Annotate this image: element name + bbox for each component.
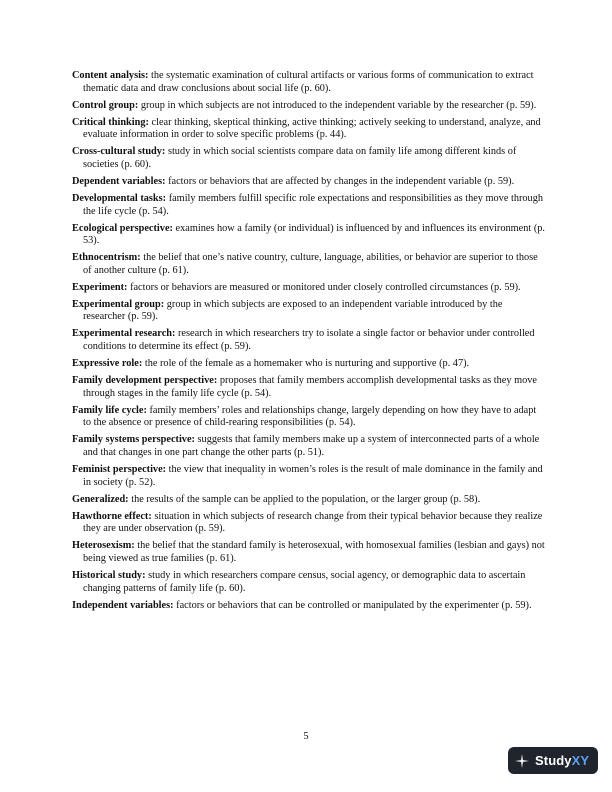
glossary-list: [72, 70, 546, 617]
glossary-term: Experimental group:: [72, 298, 165, 310]
glossary-term: Family systems perspective:: [72, 434, 195, 446]
glossary-definition: study in which researchers compare census, social agency, or demographic data to ascertain changing patterns of family life (p. 60).: [83, 569, 526, 594]
glossary-term: Historical study:: [72, 569, 146, 581]
glossary-entry: [72, 146, 546, 171]
glossary-definition: the belief that the standard family is heterosexual, with homosexual families (lesbian and gays) not being viewed as true families (p. 61).: [83, 540, 545, 564]
glossary-term: Control group:: [72, 99, 139, 111]
glossary-term: Family development perspective:: [72, 375, 218, 387]
glossary-term: Family life cycle:: [72, 404, 147, 416]
glossary-entry: [72, 70, 546, 95]
glossary-term: Developmental tasks:: [72, 192, 167, 204]
glossary-entry: [72, 494, 546, 507]
glossary-term: Experiment:: [72, 281, 128, 293]
glossary-definition: group in which subjects are not introduced to the independent variable by the researcher (p. 59).: [140, 99, 537, 111]
glossary-term: Cross-cultural study:: [72, 146, 166, 158]
studyxy-badge[interactable]: [508, 747, 598, 774]
glossary-term: Content analysis:: [72, 70, 149, 81]
glossary-entry: [72, 282, 546, 295]
glossary-definition: situation in which subjects of research change from their typical behavior because they realize they are under observation (p. 59).: [83, 510, 543, 535]
glossary-entry: [72, 570, 546, 595]
glossary-term: Heterosexism:: [72, 540, 135, 552]
glossary-entry: [72, 117, 546, 142]
plus-sparkle-icon: [514, 753, 530, 769]
page-number: 5: [303, 731, 309, 742]
glossary-entry: [72, 600, 546, 613]
glossary-definition: the view that inequality in women’s roles is the result of male dominance in the family and in society (p. 52).: [83, 464, 543, 488]
glossary-term: Generalized:: [72, 493, 129, 505]
glossary-entry: [72, 328, 546, 353]
glossary-definition: the systematic examination of cultural artifacts or various forms of communication to extract thematic data and draw conclusions about social life (p. 60).: [83, 70, 534, 94]
glossary-entry: [72, 540, 546, 565]
glossary-entry: [72, 176, 546, 189]
glossary-definition: family members’ roles and relationships change, largely depending on how they have to adapt to the absence or presence of child-rearing responsibilities (p. 54).: [83, 404, 537, 429]
glossary-definition: factors or behaviors that are affected by changes in the independent variable (p. 59).: [168, 175, 515, 187]
glossary-definition: suggests that family members make up a system of interconnected parts of a whole and that changes in one part change the other parts (p. 51).: [83, 434, 540, 458]
glossary-definition: research in which researchers try to isolate a single factor or behavior under controlled conditions to determine its effect (p. 59).: [83, 328, 535, 353]
glossary-definition: examines how a family (or individual) is influenced by and influences its environment (p. 53).: [83, 222, 545, 247]
glossary-definition: clear thinking, skeptical thinking, active thinking; actively seeking to understand, analyze, and evaluate information in order to solve specific problems (p. 44).: [83, 116, 541, 141]
glossary-definition: factors or behaviors are measured or monitored under closely controlled circumstances (p. 59).: [130, 281, 521, 293]
glossary-definition: the role of the female as a homemaker who is nurturing and supportive (p. 47).: [144, 358, 470, 370]
glossary-entry: [72, 358, 546, 371]
glossary-entry: [72, 252, 546, 277]
glossary-definition: the results of the sample can be applied to the population, or the larger group (p. 58).: [131, 493, 481, 505]
glossary-definition: group in which subjects are exposed to an independent variable introduced by the researcher (p. 59).: [83, 298, 503, 323]
glossary-term: Ethnocentrism:: [72, 252, 141, 264]
badge-label: [535, 753, 589, 768]
glossary-term: Independent variables:: [72, 599, 174, 611]
glossary-term: Hawthorne effect:: [72, 510, 152, 522]
badge-label-main: Study: [535, 753, 572, 768]
badge-label-accent: XY: [571, 753, 590, 768]
glossary-entry: [72, 511, 546, 536]
glossary-entry: [72, 464, 546, 489]
glossary-definition: factors or behaviors that can be controlled or manipulated by the experimenter (p. 59).: [176, 599, 532, 611]
glossary-term: Feminist perspective:: [72, 464, 167, 475]
glossary-term: Critical thinking:: [72, 116, 149, 128]
glossary-entry: [72, 299, 546, 324]
glossary-term: Experimental research:: [72, 328, 176, 340]
glossary-entry: [72, 434, 546, 459]
glossary-entry: [72, 405, 546, 430]
glossary-entry: [72, 223, 546, 248]
glossary-term: Dependent variables:: [72, 175, 166, 187]
glossary-definition: family members fulfill specific role expectations and responsibilities as they move through the life cycle (p. 54).: [83, 192, 543, 217]
glossary-term: Expressive role:: [72, 358, 143, 370]
glossary-definition: the belief that one’s native country, culture, language, abilities, or behavior are superior to those of another culture (p. 61).: [83, 252, 538, 276]
glossary-entry: [72, 100, 546, 113]
glossary-definition: study in which social scientists compare data on family life among different kinds of societies (p. 60).: [83, 146, 517, 170]
glossary-term: Ecological perspective:: [72, 222, 173, 234]
glossary-entry: [72, 193, 546, 218]
glossary-entry: [72, 375, 546, 400]
glossary-definition: proposes that family members accomplish developmental tasks as they move through stages in the family life cycle (p. 54).: [83, 375, 537, 399]
